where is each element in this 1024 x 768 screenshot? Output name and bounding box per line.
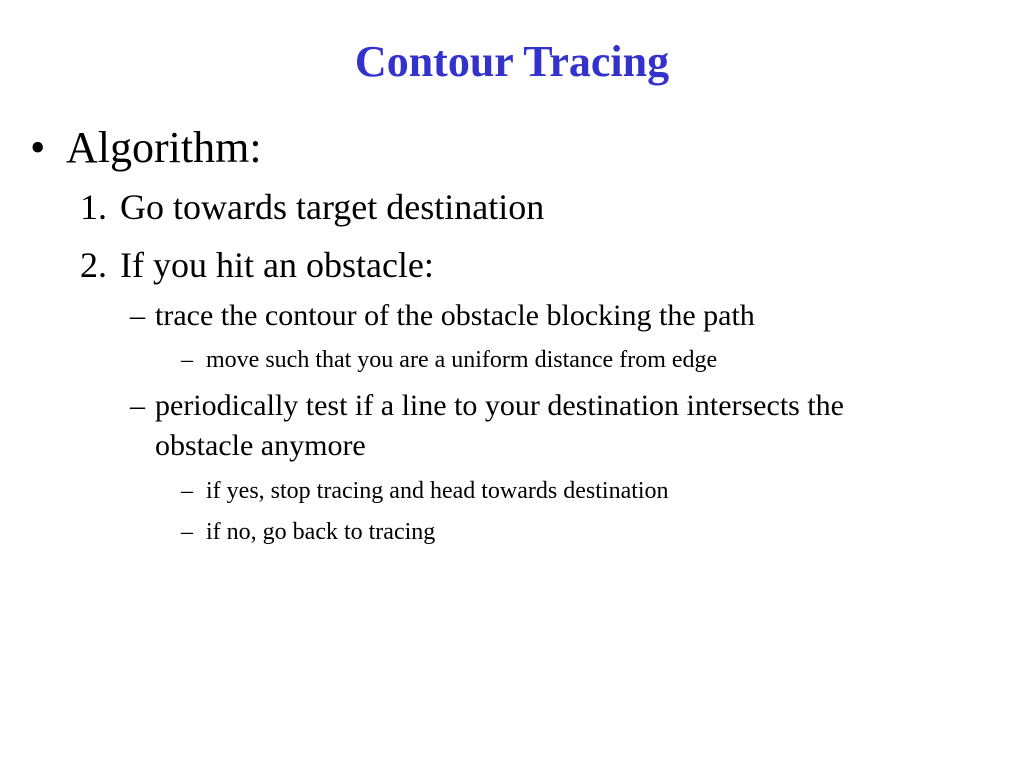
- step-1-text: Go towards target destination: [120, 187, 545, 227]
- sub-sub-item-if-yes: [181, 477, 669, 505]
- dash-marker: –: [181, 519, 193, 545]
- sub-item-text-line-1: periodically test if a line to your destination intersects the: [155, 389, 844, 422]
- sub-item-text: trace the contour of the obstacle blocking the path: [155, 299, 755, 332]
- dash-marker: –: [181, 478, 193, 504]
- step-2-text: If you hit an obstacle:: [120, 245, 434, 285]
- sub-sub-item-text: move such that you are a uniform distance from edge: [206, 347, 718, 373]
- sub-sub-item-if-no: [181, 518, 435, 546]
- algorithm-label: Algorithm:: [66, 123, 262, 172]
- bullet-marker: •: [30, 123, 46, 172]
- sub-item-trace-contour: [130, 296, 755, 336]
- dash-marker: –: [130, 389, 145, 422]
- algorithm-heading: [30, 124, 262, 172]
- sub-sub-item-text: if yes, stop tracing and head towards destination: [206, 478, 669, 504]
- step-2: [80, 245, 434, 285]
- step-1-number: 1.: [80, 187, 107, 227]
- sub-item-periodic-test: [130, 386, 844, 466]
- sub-sub-item-uniform-distance: [181, 346, 717, 374]
- slide-title: Contour Tracing: [354, 37, 670, 86]
- sub-sub-item-text: if no, go back to tracing: [206, 519, 436, 545]
- dash-marker: –: [130, 299, 145, 332]
- step-1: [80, 187, 544, 227]
- sub-item-text-line-2: obstacle anymore: [155, 429, 366, 462]
- step-2-number: 2.: [80, 245, 107, 285]
- dash-marker: –: [181, 347, 193, 373]
